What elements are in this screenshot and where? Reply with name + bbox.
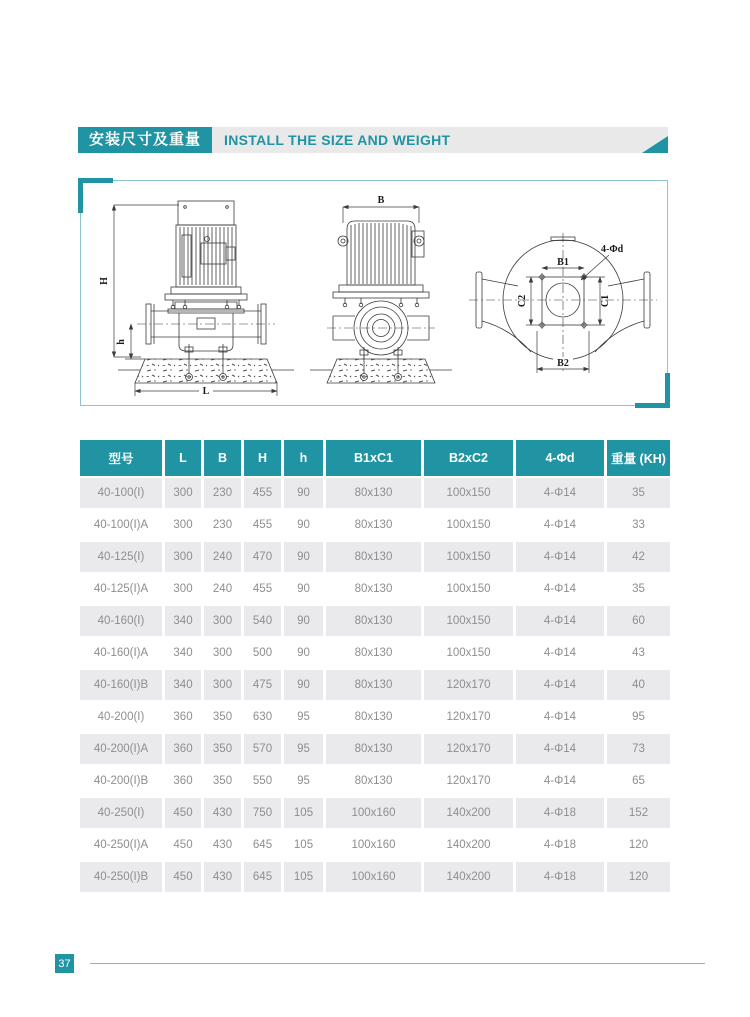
table-cell: 80x130 [326, 478, 421, 508]
dim-label-H: H [99, 277, 110, 285]
table-cell: 4-Φ14 [516, 574, 604, 604]
section-title-en: INSTALL THE SIZE AND WEIGHT [224, 132, 451, 148]
column-header: 型号 [80, 440, 162, 476]
table-cell: 430 [204, 798, 241, 828]
table-cell: 105 [284, 830, 323, 860]
dim-label-L: L [202, 386, 210, 397]
column-header: B [204, 440, 241, 476]
table-cell: 340 [165, 638, 201, 668]
table-cell: 300 [165, 574, 201, 604]
table-cell: 140x200 [424, 798, 513, 828]
table-cell: 42 [607, 542, 670, 572]
table-cell: 90 [284, 638, 323, 668]
table-cell: 40-125(I)A [80, 574, 162, 604]
table-row [80, 830, 670, 860]
table-cell: 240 [204, 542, 241, 572]
table-cell: 4-Φ14 [516, 478, 604, 508]
table-cell: 470 [244, 542, 281, 572]
section-title-bar [212, 127, 668, 153]
table-cell: 120x170 [424, 670, 513, 700]
table-cell: 350 [204, 734, 241, 764]
table-cell: 33 [607, 510, 670, 540]
dim-label-h: h [116, 339, 127, 345]
table-cell: 645 [244, 830, 281, 860]
table-cell: 4-Φ14 [516, 606, 604, 636]
table-row [80, 574, 670, 604]
table-cell: 152 [607, 798, 670, 828]
table-cell: 550 [244, 766, 281, 796]
dim-label-B1: B1 [557, 257, 569, 268]
table-cell: 300 [165, 510, 201, 540]
table-cell: 40-250(I)A [80, 830, 162, 860]
table-cell: 95 [284, 766, 323, 796]
table-cell: 230 [204, 478, 241, 508]
table-cell: 500 [244, 638, 281, 668]
table-row [80, 862, 670, 892]
table-header-row [80, 440, 670, 476]
table-cell: 350 [204, 702, 241, 732]
table-row [80, 766, 670, 796]
table-cell: 95 [284, 702, 323, 732]
table-row [80, 606, 670, 636]
table-cell: 80x130 [326, 734, 421, 764]
table-cell: 140x200 [424, 862, 513, 892]
table-cell: 4-Φ14 [516, 734, 604, 764]
table-cell: 140x200 [424, 830, 513, 860]
column-header: H [244, 440, 281, 476]
table-cell: 340 [165, 606, 201, 636]
table-cell: 120x170 [424, 734, 513, 764]
flange-view [469, 233, 657, 373]
table-cell: 100x160 [326, 862, 421, 892]
table-cell: 40-250(I) [80, 798, 162, 828]
table-cell: 100x160 [326, 798, 421, 828]
table-cell: 120x170 [424, 702, 513, 732]
dim-label-B: B [377, 195, 385, 206]
table-cell: 4-Φ14 [516, 510, 604, 540]
table-cell: 90 [284, 606, 323, 636]
dim-label-B2: B2 [557, 358, 569, 369]
pump-technical-drawing [81, 181, 667, 405]
table-cell: 80x130 [326, 606, 421, 636]
dim-label-C2: C2 [517, 294, 528, 308]
table-cell: 40-160(I)A [80, 638, 162, 668]
table-cell: 100x150 [424, 638, 513, 668]
table-cell: 40-160(I) [80, 606, 162, 636]
table-cell: 540 [244, 606, 281, 636]
table-cell: 4-Φ14 [516, 766, 604, 796]
table-cell: 300 [204, 670, 241, 700]
dim-label-C1: C1 [600, 294, 611, 308]
table-cell: 360 [165, 702, 201, 732]
table-cell: 645 [244, 862, 281, 892]
table-cell: 43 [607, 638, 670, 668]
table-cell: 90 [284, 478, 323, 508]
table-row [80, 798, 670, 828]
table-cell: 4-Φ18 [516, 798, 604, 828]
table-cell: 120 [607, 862, 670, 892]
table-row [80, 638, 670, 668]
table-cell: 455 [244, 574, 281, 604]
table-cell: 455 [244, 510, 281, 540]
table-cell: 100x150 [424, 478, 513, 508]
table-cell: 450 [165, 862, 201, 892]
corner-triangle-icon [642, 136, 668, 153]
section-header [78, 127, 668, 153]
table-cell: 35 [607, 574, 670, 604]
table-cell: 90 [284, 542, 323, 572]
table-cell: 80x130 [326, 670, 421, 700]
table-cell: 90 [284, 574, 323, 604]
table-cell: 240 [204, 574, 241, 604]
table-cell: 40-125(I) [80, 542, 162, 572]
table-cell: 4-Φ18 [516, 830, 604, 860]
table-cell: 95 [607, 702, 670, 732]
table-cell: 40-250(I)B [80, 862, 162, 892]
table-row [80, 542, 670, 572]
table-cell: 105 [284, 862, 323, 892]
table-cell: 90 [284, 670, 323, 700]
table-cell: 73 [607, 734, 670, 764]
column-header: h [284, 440, 323, 476]
column-header: L [165, 440, 201, 476]
table-cell: 80x130 [326, 510, 421, 540]
drawing-panel [80, 180, 668, 406]
table-cell: 40-100(I)A [80, 510, 162, 540]
table-cell: 35 [607, 478, 670, 508]
table-row [80, 670, 670, 700]
table-cell: 80x130 [326, 766, 421, 796]
table-row [80, 702, 670, 732]
table-cell: 300 [204, 606, 241, 636]
table-cell: 455 [244, 478, 281, 508]
table-cell: 4-Φ14 [516, 638, 604, 668]
table-cell: 65 [607, 766, 670, 796]
column-header: 4-Φd [516, 440, 604, 476]
table-cell: 340 [165, 670, 201, 700]
table-cell: 4-Φ14 [516, 702, 604, 732]
table-row [80, 734, 670, 764]
table-cell: 430 [204, 830, 241, 860]
table-cell: 100x150 [424, 606, 513, 636]
table-cell: 4-Φ18 [516, 862, 604, 892]
table-cell: 750 [244, 798, 281, 828]
table-cell: 570 [244, 734, 281, 764]
dimensions-table [80, 440, 670, 894]
table-cell: 40-100(I) [80, 478, 162, 508]
table-cell: 475 [244, 670, 281, 700]
table-cell: 80x130 [326, 542, 421, 572]
table-cell: 40-200(I)B [80, 766, 162, 796]
table-cell: 40 [607, 670, 670, 700]
table-cell: 105 [284, 798, 323, 828]
table-cell: 300 [165, 542, 201, 572]
table-cell: 300 [165, 478, 201, 508]
table-cell: 230 [204, 510, 241, 540]
table-cell: 450 [165, 798, 201, 828]
column-header: B2xC2 [424, 440, 513, 476]
table-cell: 100x160 [326, 830, 421, 860]
table-cell: 95 [284, 734, 323, 764]
footer-divider [90, 963, 705, 964]
table-cell: 100x150 [424, 510, 513, 540]
table-cell: 630 [244, 702, 281, 732]
table-cell: 100x150 [424, 574, 513, 604]
table-body [80, 478, 670, 892]
table-cell: 80x130 [326, 574, 421, 604]
table-row [80, 478, 670, 508]
table-cell: 4-Φ14 [516, 670, 604, 700]
table-cell: 40-160(I)B [80, 670, 162, 700]
column-header: 重量 (KH) [607, 440, 670, 476]
table-cell: 90 [284, 510, 323, 540]
table-cell: 120 [607, 830, 670, 860]
table-cell: 360 [165, 734, 201, 764]
front-view [310, 195, 452, 383]
column-header: B1xC1 [326, 440, 421, 476]
dim-label-bolt: 4-Φd [601, 244, 624, 255]
side-view [99, 201, 294, 397]
table-cell: 100x150 [424, 542, 513, 572]
table-cell: 60 [607, 606, 670, 636]
table-cell: 120x170 [424, 766, 513, 796]
table-cell: 430 [204, 862, 241, 892]
table-cell: 40-200(I)A [80, 734, 162, 764]
page-number-badge: 37 [55, 954, 74, 973]
table-cell: 450 [165, 830, 201, 860]
table-cell: 40-200(I) [80, 702, 162, 732]
table-row [80, 510, 670, 540]
table-cell: 300 [204, 638, 241, 668]
table-cell: 4-Φ14 [516, 542, 604, 572]
table-cell: 80x130 [326, 702, 421, 732]
table-cell: 360 [165, 766, 201, 796]
section-title-zh: 安装尺寸及重量 [78, 127, 212, 153]
table-cell: 350 [204, 766, 241, 796]
table-cell: 80x130 [326, 638, 421, 668]
